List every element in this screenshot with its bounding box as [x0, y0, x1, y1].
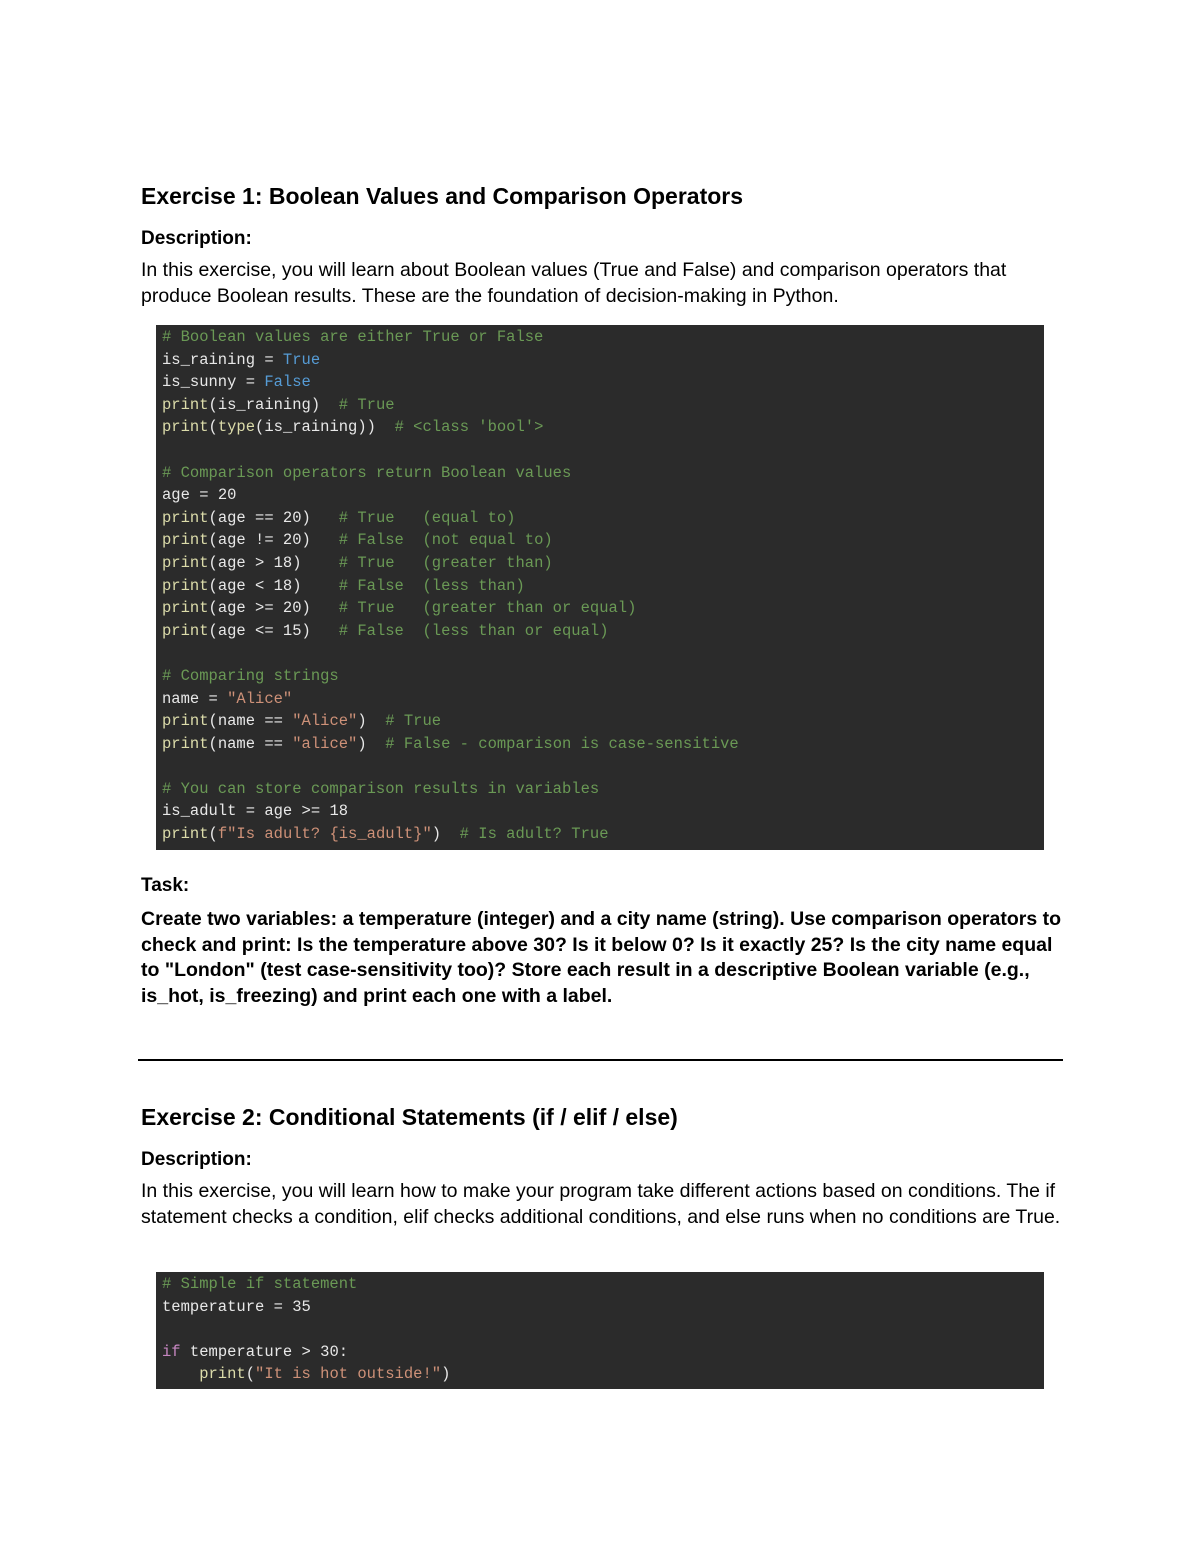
code-line	[162, 462, 1044, 485]
code-line	[162, 349, 1044, 372]
code-token: # <class 'bool'>	[394, 418, 544, 437]
code-token: is_sunny =	[162, 373, 265, 392]
code-blank-line	[162, 642, 1044, 665]
code-token: (name ==	[208, 734, 293, 753]
code-token: (age < 18)	[208, 576, 339, 595]
code-token: False	[264, 373, 311, 392]
code-token: temperature =	[162, 1297, 293, 1316]
code-comment: # Boolean values are either True or False	[162, 328, 544, 346]
code-line	[162, 552, 1044, 575]
code-token: (is_raining))	[255, 418, 395, 437]
code-token: "alice"	[292, 734, 358, 753]
code-comment: # Comparing strings	[162, 666, 339, 685]
exercise-1-description-label: Description:	[141, 228, 252, 249]
exercise-2-description-label: Description:	[141, 1149, 252, 1170]
code-line	[162, 800, 1044, 823]
code-token: print	[162, 599, 209, 618]
code-line	[162, 371, 1044, 394]
code-token: (age == 20)	[208, 508, 339, 527]
code-line	[162, 484, 1044, 507]
code-blank-line	[162, 439, 1044, 462]
code-token: 20	[217, 486, 237, 505]
section-divider	[138, 1059, 1063, 1061]
code-token: temperature >	[180, 1342, 321, 1361]
code-token: :	[338, 1342, 349, 1361]
code-token: print	[162, 712, 209, 731]
code-line	[162, 733, 1044, 756]
code-token: print	[162, 621, 209, 640]
code-line	[162, 326, 1044, 349]
code-token: 35	[292, 1297, 311, 1316]
code-token: 18	[329, 802, 349, 821]
code-token: "It is hot outside!"	[255, 1365, 442, 1384]
exercise-2-description: In this exercise, you will learn how to make your program take different actions based on conditions. The if statement checks a condition, elif checks additional conditions, and else runs when no conditions are True.	[141, 1180, 1061, 1228]
code-line	[162, 823, 1044, 846]
code-token: True	[282, 350, 321, 369]
code-token: )	[441, 1365, 451, 1384]
code-token: # False (not equal to)	[338, 531, 553, 550]
code-token: (	[208, 825, 218, 844]
code-token: print	[162, 508, 209, 527]
exercise-1-title: Exercise 1: Boolean Values and Comparison Operators	[141, 183, 744, 209]
code-token: if	[162, 1342, 181, 1361]
code-line	[162, 416, 1044, 439]
code-token: (age != 20)	[208, 531, 339, 550]
code-token: # False (less than or equal)	[338, 621, 609, 640]
code-token: print	[162, 734, 209, 753]
exercise-1-task-label: Task:	[141, 875, 190, 896]
code-token: # Is adult? True	[459, 825, 609, 844]
exercise-1-task: Create two variables: a temperature (integer) and a city name (string). Use comparison operators to check and print: Is the temperature above 30? Is it below 0? Is it exactly 25? Is the city name equal to "London" (test case-sensitivity too)? Store each result in a descriptive Boolean variable (e.g., is_hot, is_freezing) and print each one with a label.	[141, 908, 1061, 1007]
code-token: )	[357, 712, 386, 731]
code-token: f"Is adult? {is_adult}"	[217, 825, 432, 844]
code-token: print	[162, 418, 209, 437]
code-token: # False - comparison is case-sensitive	[385, 734, 739, 753]
code-token: print	[162, 1365, 246, 1384]
code-blank-line	[162, 1318, 1044, 1341]
code-token: print	[162, 576, 209, 595]
code-comment: # Comparison operators return Boolean values	[162, 463, 572, 482]
code-token: # False (less than)	[338, 576, 525, 595]
code-token: is_raining =	[162, 350, 283, 369]
code-line	[162, 665, 1044, 688]
code-line	[162, 710, 1044, 733]
code-token: (is_raining)	[208, 395, 339, 414]
code-token: "Alice"	[227, 689, 293, 708]
code-token: (	[208, 418, 218, 437]
code-token: )	[431, 825, 460, 844]
code-line	[162, 507, 1044, 530]
code-line	[162, 529, 1044, 552]
code-line	[162, 688, 1044, 711]
code-token: name =	[162, 689, 228, 708]
exercise-2-title: Exercise 2: Conditional Statements (if / elif / else)	[141, 1104, 678, 1130]
code-token: # True (equal to)	[338, 508, 516, 527]
code-token: (age >= 20)	[208, 599, 339, 618]
code-token: age =	[162, 486, 218, 505]
code-line	[162, 575, 1044, 598]
code-token: print	[162, 553, 209, 572]
code-token: 30	[320, 1342, 339, 1361]
code-token: print	[162, 531, 209, 550]
code-token: (name ==	[208, 712, 293, 731]
code-token: # True	[385, 712, 442, 731]
code-token: # True (greater than)	[338, 553, 553, 572]
code-comment: # You can store comparison results in variables	[162, 779, 600, 798]
code-token: print	[162, 825, 209, 844]
code-comment: # Simple if statement	[162, 1275, 358, 1293]
code-token: (age > 18)	[208, 553, 339, 572]
code-line	[162, 1273, 1044, 1296]
code-line	[162, 1296, 1044, 1319]
code-token: # True	[338, 395, 395, 414]
code-line	[162, 597, 1044, 620]
code-token: type	[217, 418, 256, 437]
code-line	[162, 1341, 1044, 1364]
exercise-2-code-block	[156, 1272, 1044, 1389]
code-token: is_adult = age >=	[162, 802, 330, 821]
code-line	[162, 778, 1044, 801]
exercise-1-code-block	[156, 325, 1044, 850]
code-line	[162, 1363, 1044, 1386]
code-token: )	[357, 734, 386, 753]
code-token: # True (greater than or equal)	[338, 599, 637, 618]
code-blank-line	[162, 755, 1044, 778]
code-token: "Alice"	[292, 712, 358, 731]
code-line	[162, 620, 1044, 643]
exercise-1-description: In this exercise, you will learn about Boolean values (True and False) and comparison operators that produce Boolean results. These are the foundation of decision-making in Python.	[141, 259, 1007, 307]
code-token: (age <= 15)	[208, 621, 339, 640]
code-token: print	[162, 395, 209, 414]
code-line	[162, 394, 1044, 417]
code-token: (	[245, 1365, 256, 1384]
